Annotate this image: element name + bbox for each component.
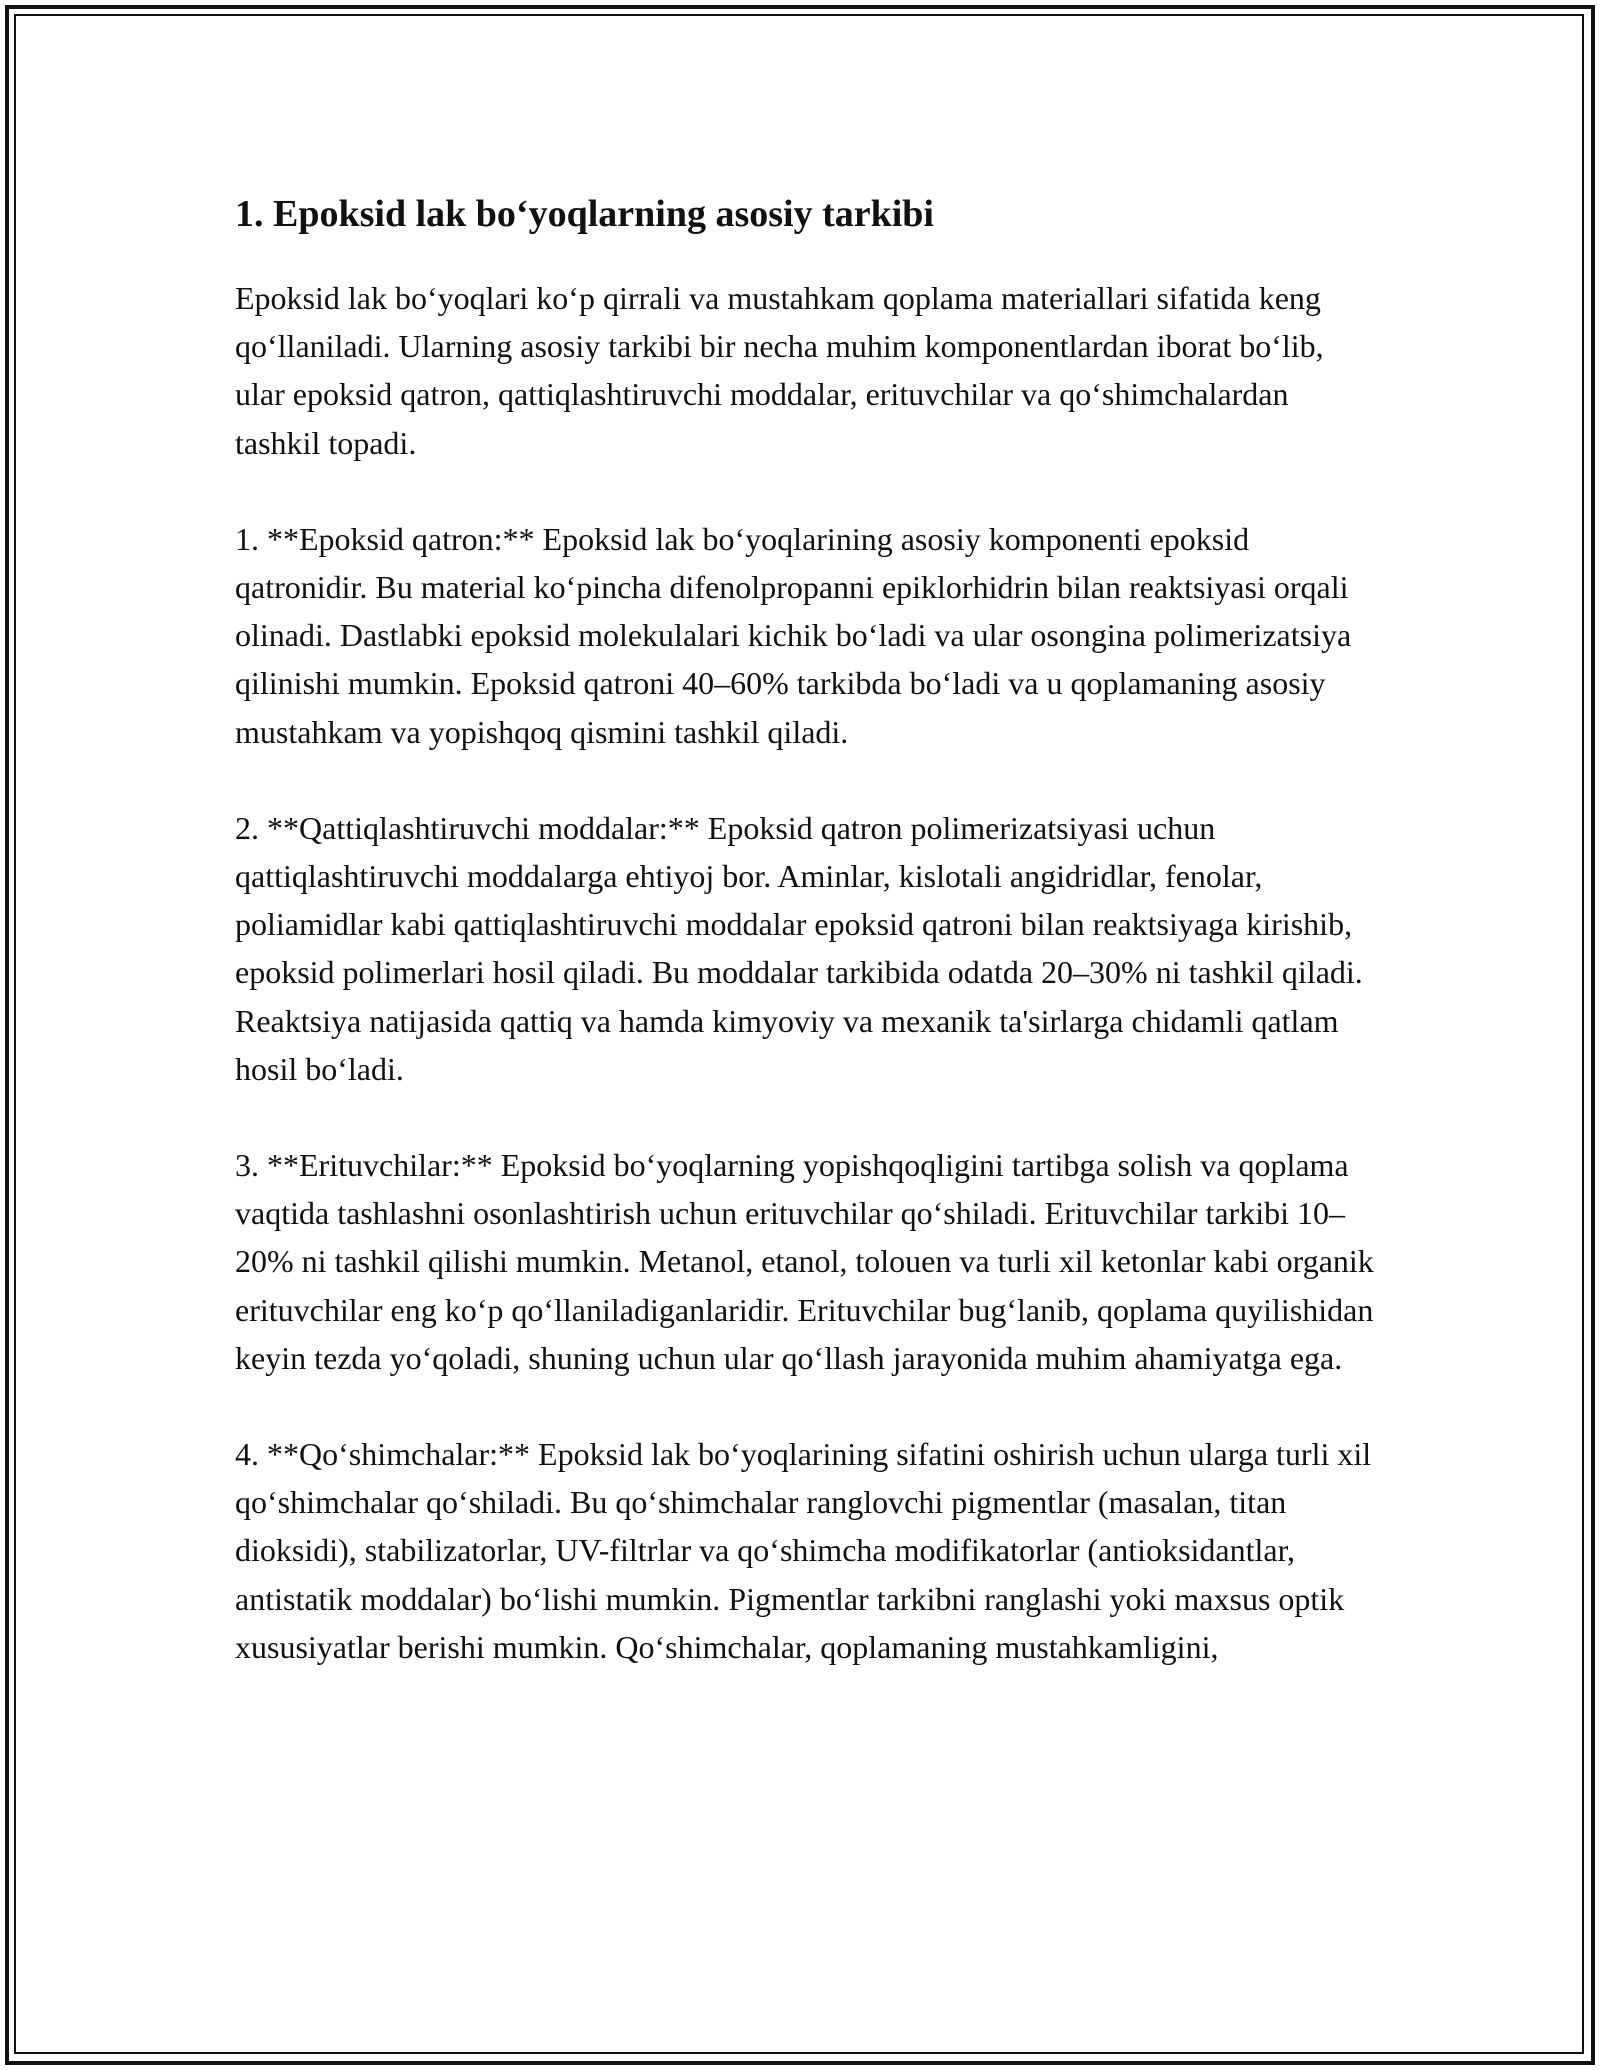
paragraph-additives: 4. **Qo‘shimchalar:** Epoksid lak bo‘yoqlarining sifatini oshirish uchun ularga turli xil qo‘shimchalar qo‘shiladi. Bu qo‘shimchalar ranglovchi pigmentlar (masalan, titan dioksidi), stabilizatorlar, UV-filtrlar va qo‘shimcha modifikatorlar (antioksidantlar, antistatik moddalar) bo‘lishi mumkin. Pigmentlar tarkibni ranglashi yoki maxsus optik xususiyatlar berishi mumkin. Qo‘shimchalar, qoplamaning mustahkamligini, (235, 1436, 1372, 1665)
paragraph-hardeners: 2. **Qattiqlashtiruvchi moddalar:** Epoksid qatron polimerizatsiyasi uchun qattiqlashtiruvchi moddalarga ehtiyoj bor. Aminlar, kislotali angidridlar, fenolar, poliamidlar kabi qattiqlashtiruvchi moddalar epoksid qatroni bilan reaktsiyaga kirishib, epoksid polimerlari hosil qiladi. Bu moddalar tarkibida odatda 20–30% ni tashkil qiladi. Reaktsiya natijasida qattiq va hamda kimyoviy va mexanik ta'sirlarga chidamli qatlam hosil bo‘ladi. (235, 809, 1363, 1087)
paragraph-solvents: 3. **Erituvchilar:** Epoksid bo‘yoqlarning yopishqoqligini tartibga solish va qoplama vaqtida tashlashni osonlashtirish uchun erituvchilar qo‘shiladi. Erituvchilar tarkibi 10–20% ni tashkil qilishi mumkin. Metanol, etanol, tolouen va turli xil ketonlar kabi organik erituvchilar eng ko‘p qo‘llaniladiganlaridir. Erituvchilar bug‘lanib, qoplama quyilishidan keyin tezda yo‘qoladi, shuning uchun ular qo‘llash jarayonida muhim ahamiyatga ega. (235, 1147, 1374, 1376)
document-body (235, 186, 1375, 1719)
intro-paragraph: Epoksid lak bo‘yoqlari ko‘p qirrali va mustahkam qoplama materiallari sifatida keng qo‘llaniladi. Ularning asosiy tarkibi bir necha muhim komponentlardan iborat bo‘lib, ular epoksid qatron, qattiqlashtiruvchi moddalar, erituvchilar va qo‘shimchalardan tashkil topadi. (235, 280, 1324, 461)
paragraph-epoxy-resin: 1. **Epoksid qatron:** Epoksid lak bo‘yoqlarining asosiy komponenti epoksid qatronidir. Bu material ko‘pincha difenolpropanni epiklorhidrin bilan reaktsiyasi orqali olinadi. Dastlabki epoksid molekulalari kichik bo‘ladi va ular osongina polimerizatsiya qilinishi mumkin. Epoksid qatroni 40–60% tarkibda bo‘ladi va u qoplamaning asosiy mustahkam va yopishqoq qismini tashkil qiladi. (235, 520, 1352, 750)
section-heading: 1. Epoksid lak bo‘yoqlarning asosiy tarkibi (235, 193, 934, 235)
